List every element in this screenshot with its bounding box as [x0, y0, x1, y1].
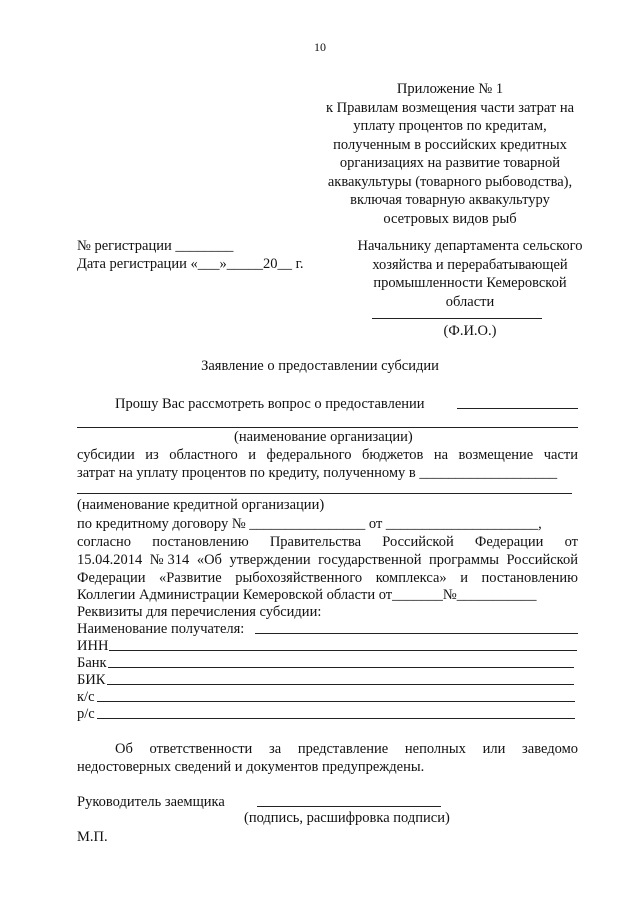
subsidy-line: затрат на уплату процентов по кредиту, полученному в ___________________ — [77, 465, 558, 481]
correspondent-account-field[interactable] — [97, 701, 575, 702]
appendix-line: полученным в российских кредитных — [333, 136, 567, 153]
fio-caption: (Ф.И.О.) — [443, 323, 497, 339]
requisite-label: ИНН — [77, 638, 109, 654]
appendix-line: Приложение № 1 — [396, 81, 504, 97]
appendix-line: осетровых видов рыб — [383, 210, 517, 227]
legal-line: согласно постановлению Правительства Российской Федерации от — [77, 534, 578, 550]
fio-field[interactable] — [372, 318, 542, 319]
bank-field[interactable] — [108, 667, 574, 668]
appendix-line: уплату процентов по кредитам, — [353, 118, 547, 134]
bik-field[interactable] — [107, 684, 574, 685]
settlement-account-field[interactable] — [97, 718, 575, 719]
requisite-label: к/с — [77, 689, 95, 705]
appendix-header — [300, 80, 600, 228]
responsibility-line: недостоверных сведений и документов предупреждены. — [77, 759, 425, 775]
appendix-line: аквакультуры (товарного рыбоводства), — [327, 173, 573, 190]
registration-date[interactable]: Дата регистрации «___»_____20__ г. — [77, 256, 304, 272]
signature-caption: (подпись, расшифровка подписи) — [244, 810, 450, 826]
legal-line: 15.04.2014 №314 «Об утверждении государственной программы Российской — [77, 552, 578, 568]
legal-line: Федерации «Развитие рыбохозяйственного комплекса» и постановлению — [77, 570, 578, 586]
request-field[interactable] — [457, 408, 578, 409]
requisite-label: БИК — [77, 672, 106, 688]
document-title: Заявление о предоставлении субсидии — [201, 358, 439, 374]
registration-number[interactable]: № регистрации ________ — [77, 238, 234, 254]
addressee-line: Начальнику департамента сельского — [357, 238, 583, 254]
responsibility-line: Об ответственности за представление неполных или заведомо — [115, 741, 578, 757]
signature-label: Руководитель заемщика — [77, 794, 225, 810]
addressee-line: промышленности Кемеровской — [373, 275, 567, 291]
request-line: Прошу Вас рассмотреть вопрос о предоставлении — [115, 396, 425, 412]
addressee-line: хозяйства и перерабатывающей — [372, 256, 568, 273]
page-number: 10 — [314, 40, 326, 54]
contract-line: по кредитному договору № ________________ от _____________________, — [77, 516, 542, 532]
credit-organization-caption: (наименование кредитной организации) — [77, 497, 325, 513]
requisite-label: Наименование получателя: — [77, 621, 245, 637]
appendix-line: включая товарную аквакультуру — [350, 192, 550, 208]
requisite-label: Банк — [77, 655, 107, 671]
appendix-line: организациях на развитие товарной — [339, 155, 561, 171]
credit-organization-field[interactable] — [77, 493, 572, 494]
appendix-line: к Правилам возмещения части затрат на — [325, 99, 575, 116]
addressee-line: области — [445, 293, 495, 310]
recipient-name-field[interactable] — [255, 633, 578, 634]
addressee-block — [330, 237, 610, 311]
organization-caption: (наименование организации) — [234, 429, 413, 445]
inn-field[interactable] — [109, 650, 577, 651]
requisites-title: Реквизиты для перечисления субсидии: — [77, 604, 322, 620]
stamp-label: М.П. — [77, 829, 108, 845]
signature-field[interactable] — [257, 806, 441, 807]
subsidy-line: субсидии из областного и федерального бюджетов на возмещение части — [77, 447, 578, 463]
requisite-label: р/с — [77, 706, 95, 722]
legal-line: Коллегии Администрации Кемеровской области от_______№___________ — [77, 587, 537, 603]
registration-block — [77, 237, 304, 273]
